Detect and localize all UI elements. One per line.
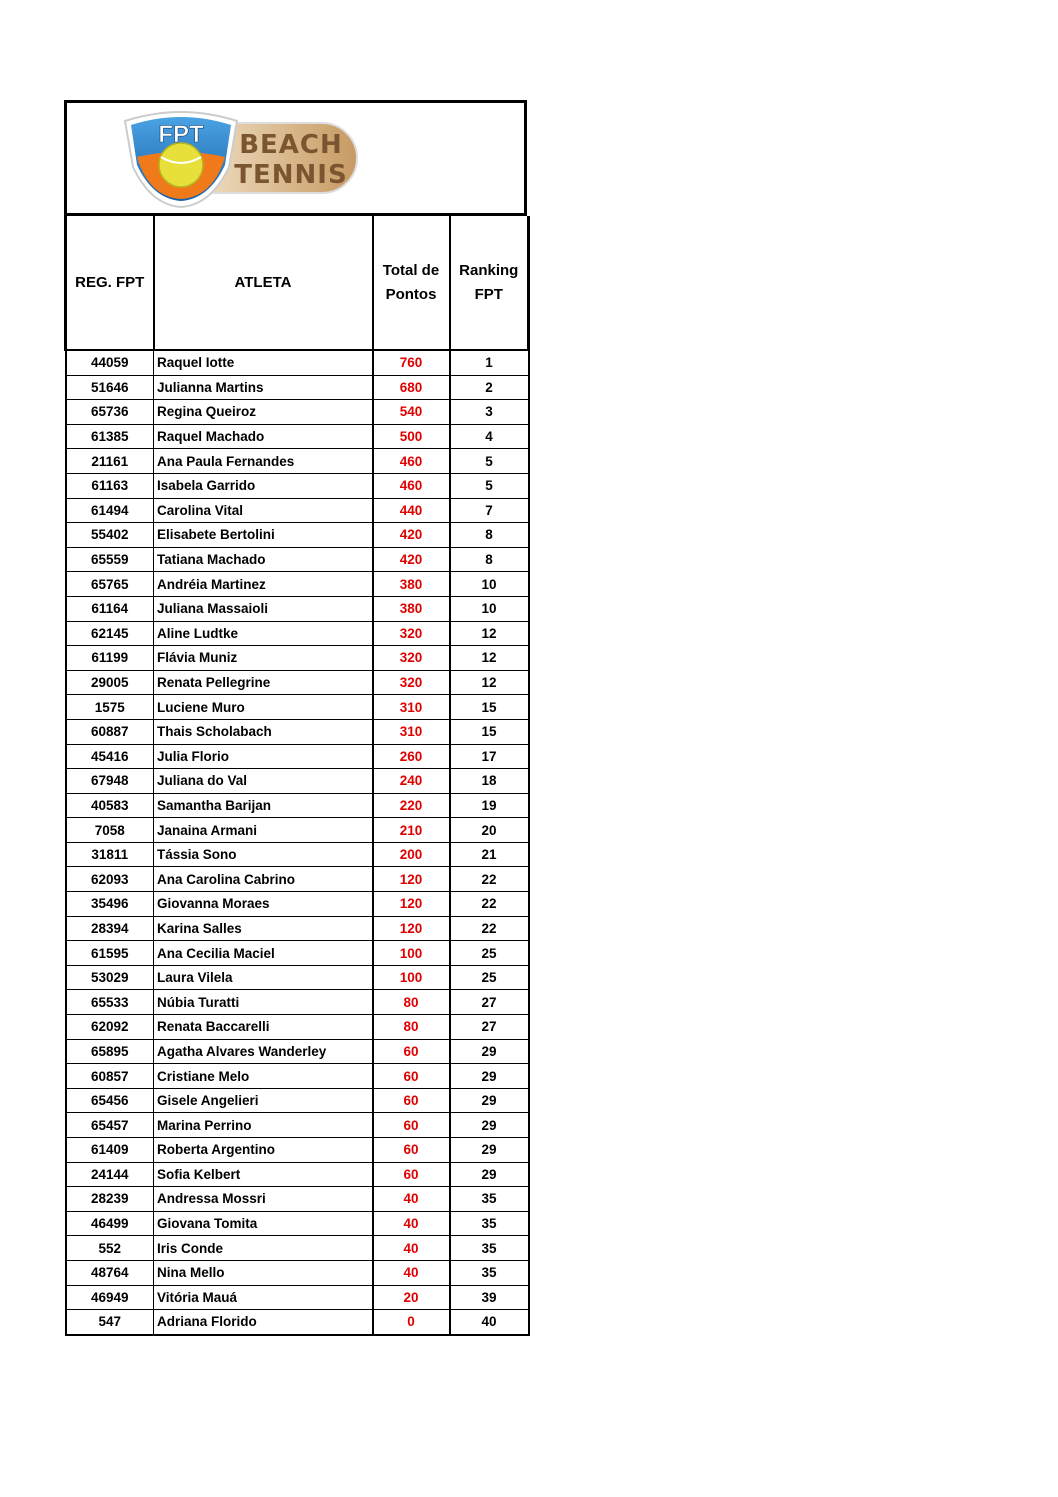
athlete-name-cell: Tássia Sono bbox=[154, 842, 373, 867]
table-row bbox=[66, 941, 529, 966]
points-cell: 120 bbox=[373, 867, 450, 892]
ranking-cell: 35 bbox=[450, 1236, 529, 1261]
reg-cell: 62145 bbox=[66, 621, 154, 646]
logo-line2: TENNIS bbox=[234, 160, 348, 190]
reg-cell: 55402 bbox=[66, 523, 154, 548]
ranking-cell: 29 bbox=[450, 1138, 529, 1163]
points-cell: 80 bbox=[373, 990, 450, 1015]
ranking-cell: 1 bbox=[450, 350, 529, 375]
points-cell: 440 bbox=[373, 498, 450, 523]
reg-cell: 61409 bbox=[66, 1138, 154, 1163]
athlete-name-cell: Marina Perrino bbox=[154, 1113, 373, 1138]
reg-cell: 28239 bbox=[66, 1187, 154, 1212]
athlete-name-cell: Juliana do Val bbox=[154, 769, 373, 794]
ranking-cell: 29 bbox=[450, 1088, 529, 1113]
ranking-sheet bbox=[64, 100, 527, 1336]
ranking-cell: 15 bbox=[450, 719, 529, 744]
reg-cell: 61163 bbox=[66, 473, 154, 498]
table-row bbox=[66, 1236, 529, 1261]
table-row bbox=[66, 1113, 529, 1138]
ranking-cell: 35 bbox=[450, 1260, 529, 1285]
reg-cell: 65457 bbox=[66, 1113, 154, 1138]
athlete-name-cell: Luciene Muro bbox=[154, 695, 373, 720]
reg-cell: 24144 bbox=[66, 1162, 154, 1187]
points-cell: 100 bbox=[373, 941, 450, 966]
header-atleta: ATLETA bbox=[154, 216, 373, 350]
points-cell: 40 bbox=[373, 1260, 450, 1285]
table-header-row bbox=[66, 216, 529, 350]
points-cell: 310 bbox=[373, 695, 450, 720]
ranking-cell: 27 bbox=[450, 1015, 529, 1040]
athlete-name-cell: Nina Mello bbox=[154, 1260, 373, 1285]
header-reg: REG. FPT bbox=[66, 216, 154, 350]
reg-cell: 547 bbox=[66, 1310, 154, 1335]
logo-header bbox=[64, 100, 527, 216]
table-row bbox=[66, 793, 529, 818]
reg-cell: 65533 bbox=[66, 990, 154, 1015]
table-row bbox=[66, 965, 529, 990]
header-ranking-line2: FPT bbox=[474, 285, 503, 303]
athlete-name-cell: Cristiane Melo bbox=[154, 1064, 373, 1089]
athlete-name-cell: Janaina Armani bbox=[154, 818, 373, 843]
points-cell: 210 bbox=[373, 818, 450, 843]
points-cell: 500 bbox=[373, 424, 450, 449]
athlete-name-cell: Carolina Vital bbox=[154, 498, 373, 523]
ranking-cell: 25 bbox=[450, 965, 529, 990]
logo-line1: BEACH bbox=[239, 130, 343, 160]
points-cell: 420 bbox=[373, 523, 450, 548]
athlete-name-cell: Iris Conde bbox=[154, 1236, 373, 1261]
points-cell: 60 bbox=[373, 1064, 450, 1089]
table-row bbox=[66, 769, 529, 794]
reg-cell: 552 bbox=[66, 1236, 154, 1261]
points-cell: 680 bbox=[373, 375, 450, 400]
ranking-cell: 18 bbox=[450, 769, 529, 794]
points-cell: 40 bbox=[373, 1236, 450, 1261]
reg-cell: 29005 bbox=[66, 670, 154, 695]
reg-cell: 40583 bbox=[66, 793, 154, 818]
points-cell: 120 bbox=[373, 892, 450, 917]
table-row bbox=[66, 621, 529, 646]
athlete-name-cell: Regina Queiroz bbox=[154, 400, 373, 425]
header-pontos-line2: Pontos bbox=[385, 285, 437, 303]
ranking-cell: 8 bbox=[450, 547, 529, 572]
table-row bbox=[66, 916, 529, 941]
athlete-name-cell: Raquel Iotte bbox=[154, 350, 373, 375]
table-row bbox=[66, 449, 529, 474]
table-row bbox=[66, 1088, 529, 1113]
table-row bbox=[66, 1285, 529, 1310]
points-cell: 540 bbox=[373, 400, 450, 425]
points-cell: 100 bbox=[373, 965, 450, 990]
athlete-name-cell: Andressa Mossri bbox=[154, 1187, 373, 1212]
fpt-beach-tennis-logo bbox=[121, 107, 361, 211]
points-cell: 80 bbox=[373, 1015, 450, 1040]
reg-cell: 7058 bbox=[66, 818, 154, 843]
ranking-cell: 39 bbox=[450, 1285, 529, 1310]
points-cell: 420 bbox=[373, 547, 450, 572]
ranking-cell: 12 bbox=[450, 670, 529, 695]
athlete-name-cell: Juliana Massaioli bbox=[154, 596, 373, 621]
athlete-name-cell: Roberta Argentino bbox=[154, 1138, 373, 1163]
points-cell: 240 bbox=[373, 769, 450, 794]
logo-badge-text: FPT bbox=[158, 121, 204, 148]
athlete-name-cell: Andréia Martinez bbox=[154, 572, 373, 597]
reg-cell: 46949 bbox=[66, 1285, 154, 1310]
athlete-name-cell: Laura Vilela bbox=[154, 965, 373, 990]
reg-cell: 48764 bbox=[66, 1260, 154, 1285]
ranking-cell: 17 bbox=[450, 744, 529, 769]
reg-cell: 62092 bbox=[66, 1015, 154, 1040]
points-cell: 220 bbox=[373, 793, 450, 818]
points-cell: 60 bbox=[373, 1138, 450, 1163]
reg-cell: 45416 bbox=[66, 744, 154, 769]
reg-cell: 61595 bbox=[66, 941, 154, 966]
ranking-cell: 4 bbox=[450, 424, 529, 449]
table-row bbox=[66, 990, 529, 1015]
points-cell: 120 bbox=[373, 916, 450, 941]
points-cell: 460 bbox=[373, 473, 450, 498]
points-cell: 200 bbox=[373, 842, 450, 867]
ranking-cell: 35 bbox=[450, 1211, 529, 1236]
table-row bbox=[66, 1162, 529, 1187]
table-row bbox=[66, 572, 529, 597]
athlete-name-cell: Raquel Machado bbox=[154, 424, 373, 449]
athlete-name-cell: Ana Carolina Cabrino bbox=[154, 867, 373, 892]
header-pontos-line1: Total de bbox=[382, 261, 440, 279]
table-row bbox=[66, 646, 529, 671]
athlete-name-cell: Samantha Barijan bbox=[154, 793, 373, 818]
points-cell: 380 bbox=[373, 596, 450, 621]
points-cell: 60 bbox=[373, 1088, 450, 1113]
athlete-name-cell: Thais Scholabach bbox=[154, 719, 373, 744]
header-pontos bbox=[373, 216, 450, 350]
reg-cell: 1575 bbox=[66, 695, 154, 720]
table-row bbox=[66, 1310, 529, 1335]
reg-cell: 61164 bbox=[66, 596, 154, 621]
ranking-cell: 25 bbox=[450, 941, 529, 966]
ranking-cell: 29 bbox=[450, 1064, 529, 1089]
ranking-cell: 10 bbox=[450, 572, 529, 597]
points-cell: 460 bbox=[373, 449, 450, 474]
ranking-cell: 22 bbox=[450, 916, 529, 941]
athlete-name-cell: Ana Paula Fernandes bbox=[154, 449, 373, 474]
table-row bbox=[66, 1260, 529, 1285]
reg-cell: 44059 bbox=[66, 350, 154, 375]
reg-cell: 61199 bbox=[66, 646, 154, 671]
points-cell: 310 bbox=[373, 719, 450, 744]
athlete-name-cell: Julia Florio bbox=[154, 744, 373, 769]
reg-cell: 67948 bbox=[66, 769, 154, 794]
ranking-cell: 15 bbox=[450, 695, 529, 720]
table-row bbox=[66, 547, 529, 572]
points-cell: 320 bbox=[373, 670, 450, 695]
reg-cell: 31811 bbox=[66, 842, 154, 867]
ranking-cell: 29 bbox=[450, 1113, 529, 1138]
ranking-cell: 29 bbox=[450, 1162, 529, 1187]
points-cell: 40 bbox=[373, 1187, 450, 1212]
table-row bbox=[66, 375, 529, 400]
table-row bbox=[66, 473, 529, 498]
points-cell: 40 bbox=[373, 1211, 450, 1236]
ranking-cell: 2 bbox=[450, 375, 529, 400]
table-row bbox=[66, 1039, 529, 1064]
table-row bbox=[66, 400, 529, 425]
reg-cell: 65559 bbox=[66, 547, 154, 572]
table-row bbox=[66, 1015, 529, 1040]
table-row bbox=[66, 744, 529, 769]
table-row bbox=[66, 424, 529, 449]
ranking-cell: 40 bbox=[450, 1310, 529, 1335]
reg-cell: 28394 bbox=[66, 916, 154, 941]
reg-cell: 53029 bbox=[66, 965, 154, 990]
athlete-name-cell: Ana Cecilia Maciel bbox=[154, 941, 373, 966]
table-row bbox=[66, 818, 529, 843]
table-row bbox=[66, 842, 529, 867]
athlete-name-cell: Vitória Mauá bbox=[154, 1285, 373, 1310]
reg-cell: 62093 bbox=[66, 867, 154, 892]
reg-cell: 46499 bbox=[66, 1211, 154, 1236]
athlete-name-cell: Gisele Angelieri bbox=[154, 1088, 373, 1113]
table-row bbox=[66, 350, 529, 375]
points-cell: 380 bbox=[373, 572, 450, 597]
ranking-cell: 3 bbox=[450, 400, 529, 425]
table-row bbox=[66, 670, 529, 695]
points-cell: 20 bbox=[373, 1285, 450, 1310]
table-row bbox=[66, 1138, 529, 1163]
reg-cell: 65765 bbox=[66, 572, 154, 597]
reg-cell: 35496 bbox=[66, 892, 154, 917]
ranking-cell: 35 bbox=[450, 1187, 529, 1212]
reg-cell: 60887 bbox=[66, 719, 154, 744]
athlete-name-cell: Sofia Kelbert bbox=[154, 1162, 373, 1187]
athlete-name-cell: Renata Baccarelli bbox=[154, 1015, 373, 1040]
athlete-name-cell: Elisabete Bertolini bbox=[154, 523, 373, 548]
ranking-cell: 22 bbox=[450, 867, 529, 892]
ranking-cell: 22 bbox=[450, 892, 529, 917]
reg-cell: 21161 bbox=[66, 449, 154, 474]
table-row bbox=[66, 1064, 529, 1089]
reg-cell: 65895 bbox=[66, 1039, 154, 1064]
table-row bbox=[66, 523, 529, 548]
athlete-name-cell: Aline Ludtke bbox=[154, 621, 373, 646]
reg-cell: 61385 bbox=[66, 424, 154, 449]
ranking-cell: 27 bbox=[450, 990, 529, 1015]
points-cell: 320 bbox=[373, 646, 450, 671]
athlete-name-cell: Renata Pellegrine bbox=[154, 670, 373, 695]
athlete-name-cell: Flávia Muniz bbox=[154, 646, 373, 671]
athlete-name-cell: Isabela Garrido bbox=[154, 473, 373, 498]
ranking-cell: 29 bbox=[450, 1039, 529, 1064]
reg-cell: 60857 bbox=[66, 1064, 154, 1089]
reg-cell: 65736 bbox=[66, 400, 154, 425]
header-ranking bbox=[450, 216, 529, 350]
points-cell: 260 bbox=[373, 744, 450, 769]
table-row bbox=[66, 1211, 529, 1236]
athlete-name-cell: Adriana Florido bbox=[154, 1310, 373, 1335]
table-row bbox=[66, 695, 529, 720]
points-cell: 0 bbox=[373, 1310, 450, 1335]
athlete-name-cell: Giovanna Moraes bbox=[154, 892, 373, 917]
reg-cell: 65456 bbox=[66, 1088, 154, 1113]
ranking-cell: 19 bbox=[450, 793, 529, 818]
table-row bbox=[66, 867, 529, 892]
table-row bbox=[66, 596, 529, 621]
points-cell: 60 bbox=[373, 1113, 450, 1138]
ranking-cell: 7 bbox=[450, 498, 529, 523]
athlete-name-cell: Núbia Turatti bbox=[154, 990, 373, 1015]
ranking-cell: 12 bbox=[450, 621, 529, 646]
athlete-name-cell: Karina Salles bbox=[154, 916, 373, 941]
points-cell: 760 bbox=[373, 350, 450, 375]
ranking-cell: 21 bbox=[450, 842, 529, 867]
athlete-name-cell: Agatha Alvares Wanderley bbox=[154, 1039, 373, 1064]
points-cell: 60 bbox=[373, 1039, 450, 1064]
athlete-name-cell: Tatiana Machado bbox=[154, 547, 373, 572]
table-row bbox=[66, 498, 529, 523]
athlete-name-cell: Giovana Tomita bbox=[154, 1211, 373, 1236]
ranking-table bbox=[64, 216, 530, 1336]
ranking-cell: 8 bbox=[450, 523, 529, 548]
reg-cell: 51646 bbox=[66, 375, 154, 400]
ranking-cell: 20 bbox=[450, 818, 529, 843]
ranking-cell: 12 bbox=[450, 646, 529, 671]
points-cell: 60 bbox=[373, 1162, 450, 1187]
table-row bbox=[66, 719, 529, 744]
ranking-cell: 10 bbox=[450, 596, 529, 621]
reg-cell: 61494 bbox=[66, 498, 154, 523]
points-cell: 320 bbox=[373, 621, 450, 646]
table-row bbox=[66, 892, 529, 917]
athlete-name-cell: Julianna Martins bbox=[154, 375, 373, 400]
ranking-cell: 5 bbox=[450, 449, 529, 474]
ranking-cell: 5 bbox=[450, 473, 529, 498]
header-ranking-line1: Ranking bbox=[459, 261, 519, 279]
table-row bbox=[66, 1187, 529, 1212]
